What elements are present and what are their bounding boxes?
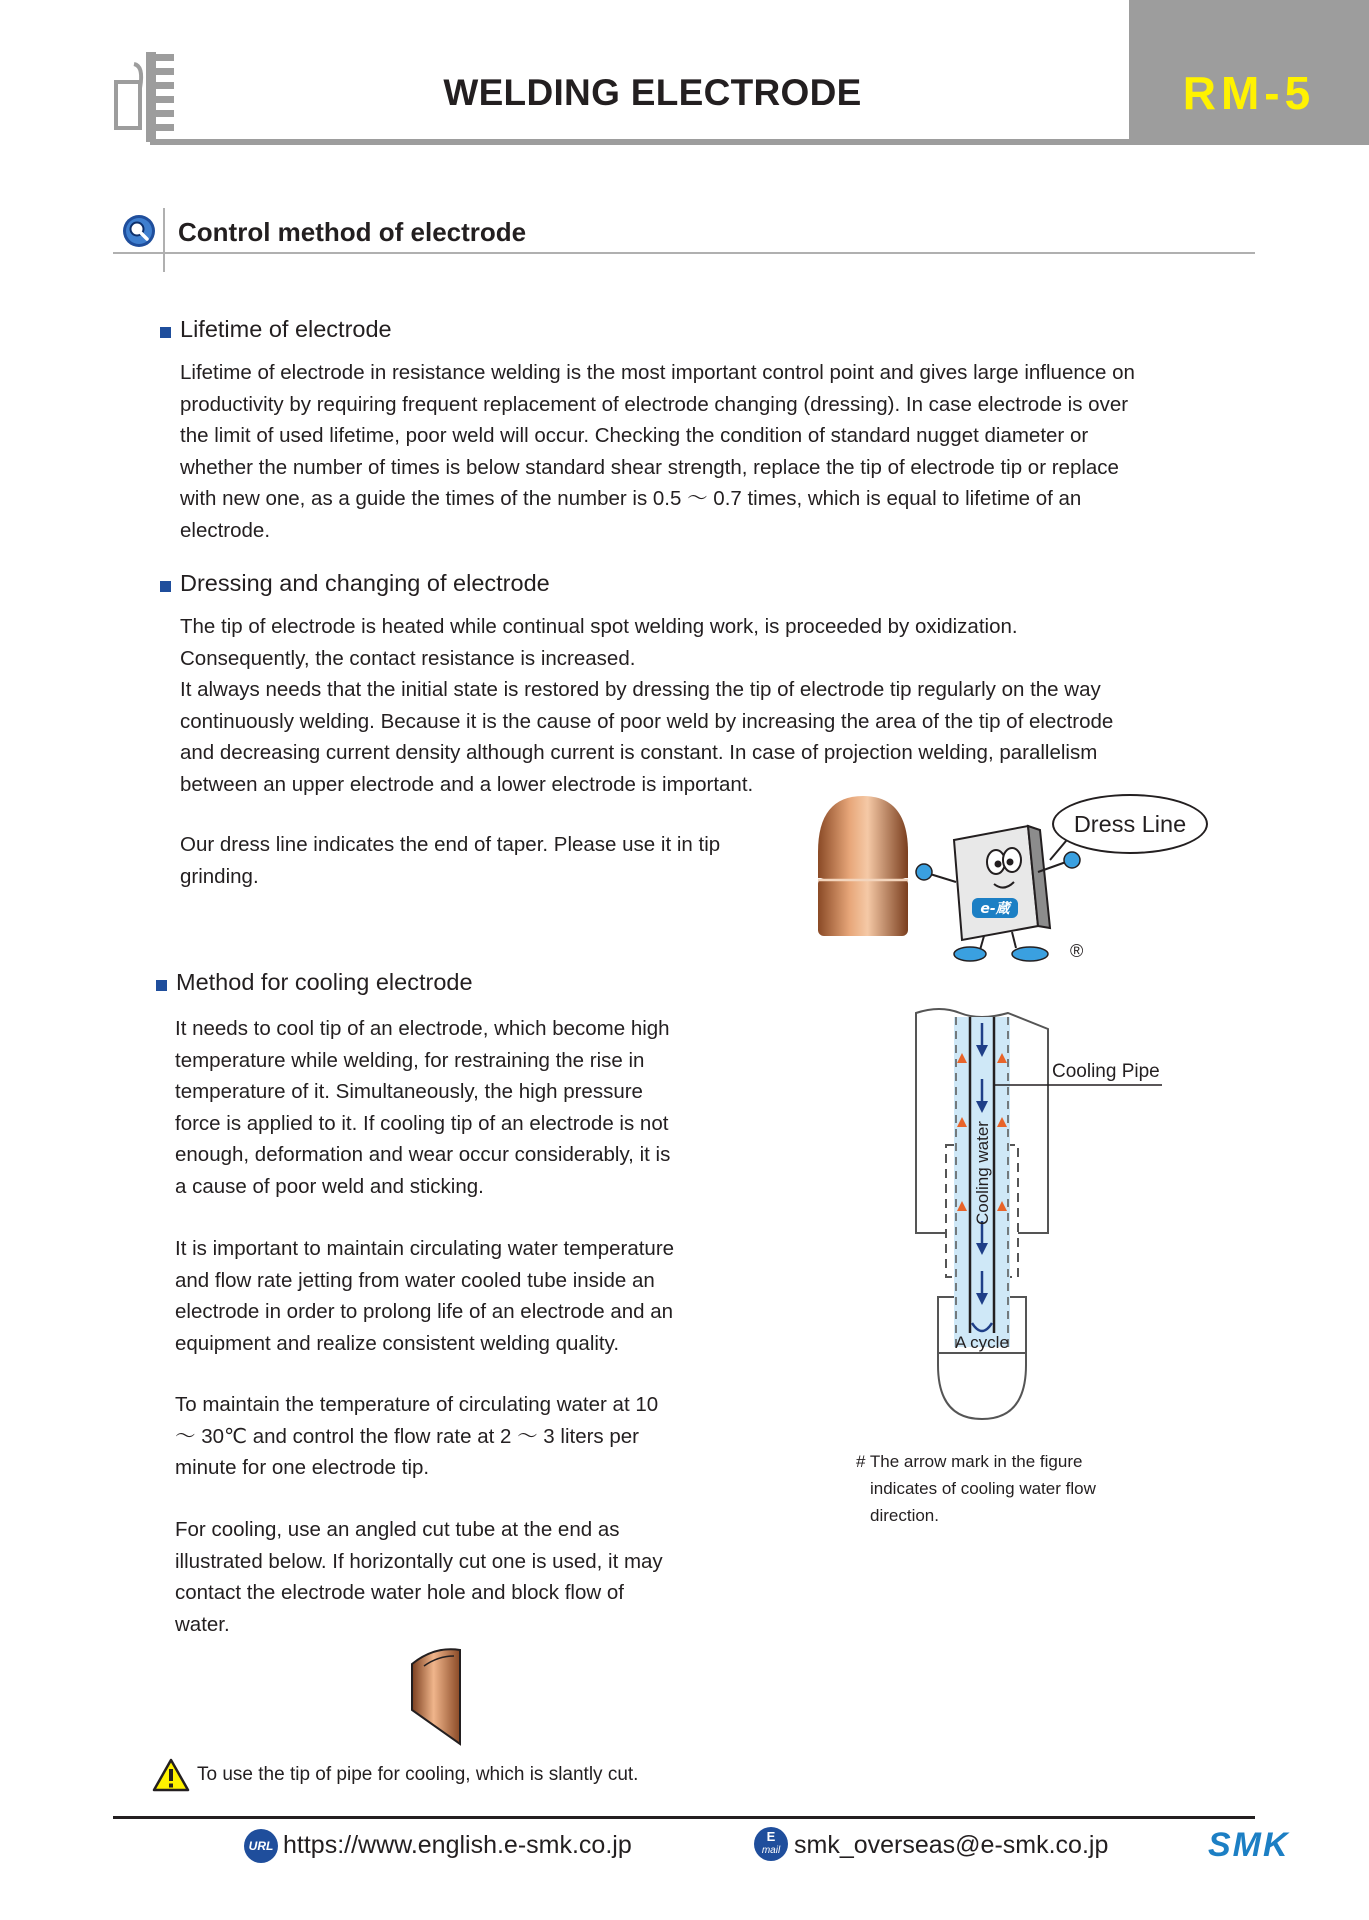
text-line: enough, deformation and wear occur considerably, it is: [175, 1143, 671, 1166]
text-line: For cooling, use an angled cut tube at the end as: [175, 1518, 620, 1541]
footer-rule: [113, 1816, 1255, 1819]
bullet-icon: [160, 581, 171, 592]
dress-line-note: [180, 829, 720, 892]
registered-mark: ®: [1070, 941, 1084, 961]
text-line: The tip of electrode is heated while continual spot welding work, is proceeded by oxidization.: [180, 615, 1018, 638]
warning-text: To use the tip of pipe for cooling, which is slantly cut.: [197, 1764, 639, 1785]
header-rule: [150, 139, 1130, 145]
electrode-cap-illustration: [812, 792, 914, 940]
note-line: # The arrow mark in the figure: [856, 1452, 1083, 1471]
warning-icon: [152, 1758, 190, 1792]
slant-cut-pipe-illustration: [404, 1646, 468, 1748]
text-line: To maintain the temperature of circulating water at 10: [175, 1393, 659, 1416]
cooling-heading: Method for cooling electrode: [176, 969, 473, 995]
text-line: electrode in order to prolong life of an electrode and an: [175, 1300, 674, 1323]
cooling-water-label: Cooling water: [973, 1121, 992, 1225]
email-icon-top: E: [766, 1829, 776, 1844]
text-line: force is applied to it. If cooling tip of an electrode is not: [175, 1111, 669, 1135]
text-line: with new one, as a guide the times of the number is 0.5 ～ 0.7 times, which is equal to lifetime of an: [180, 487, 1082, 510]
text-line: Our dress line indicates the end of taper. Please use it in tip: [180, 833, 721, 856]
dress-line-callout: Dress Line: [1052, 794, 1208, 854]
cycle-label: A cycle: [955, 1333, 1009, 1352]
text-line: productivity by requiring frequent replacement of electrode changing (dressing). In case electrode is over: [180, 392, 1129, 416]
bullet-icon: [160, 327, 171, 338]
magnifier-icon: [122, 214, 156, 248]
section-title: Control method of electrode: [178, 217, 527, 247]
text-line: Lifetime of electrode in resistance welding is the most important control point and gives large influence on: [180, 361, 1135, 384]
text-line: It is important to maintain circulating water temperature: [175, 1237, 675, 1260]
text-line: the limit of used lifetime, poor weld will occur. Checking the condition of standard nugget diameter or: [180, 424, 1089, 447]
section-divider: [163, 208, 165, 272]
cooling-paragraph-2: [175, 1233, 674, 1359]
email-icon-bottom: mail: [761, 1845, 781, 1856]
page-title: WELDING ELECTRODE: [443, 72, 862, 113]
lifetime-heading: Lifetime of electrode: [180, 316, 392, 342]
cooling-pipe-label: Cooling Pipe: [1052, 1061, 1160, 1082]
text-line: temperature of it. Simultaneously, the high pressure: [175, 1080, 643, 1103]
bullet-icon: [156, 980, 167, 991]
page-code: RM-5: [1182, 67, 1316, 119]
text-line: and flow rate jetting from water cooled tube inside an: [175, 1268, 655, 1292]
section-rule: [113, 252, 1255, 254]
text-line: electrode.: [180, 518, 271, 542]
text-line: grinding.: [180, 864, 259, 888]
diagram-note: [856, 1448, 1096, 1529]
website-link[interactable]: https://www.english.e-smk.co.jp: [283, 1831, 632, 1859]
mascot-logo-text: e-蔵: [980, 901, 1010, 917]
text-line: contact the electrode water hole and block flow of: [175, 1581, 624, 1604]
text-line: It always needs that the initial state is restored by dressing the tip of electrode tip regularly on the way: [180, 678, 1101, 701]
cooling-paragraph-1: [175, 1013, 670, 1202]
note-line: indicates of cooling water flow: [870, 1479, 1096, 1498]
text-line: illustrated below. If horizontally cut one is used, it may: [175, 1549, 663, 1573]
lifetime-paragraph: [180, 357, 1135, 546]
smk-logo: SMK: [1208, 1826, 1290, 1864]
text-line: and decreasing current density although current is constant. In case of projection welding, parallelism: [180, 741, 1098, 764]
email-icon: [754, 1827, 788, 1861]
text-line: temperature while welding, for restraining the rise in: [175, 1048, 645, 1072]
text-line: continuously welding. Because it is the cause of poor weld by increasing the area of the tip of electrode: [180, 709, 1114, 733]
text-line: Consequently, the contact resistance is increased.: [180, 646, 636, 670]
text-line: ～ 30℃ and control the flow rate at 2 ～ 3 liters per: [175, 1424, 639, 1448]
url-icon: [244, 1829, 278, 1863]
email-link[interactable]: smk_overseas@e-smk.co.jp: [794, 1831, 1109, 1859]
url-icon-text: URL: [248, 1839, 274, 1853]
text-line: a cause of poor weld and sticking.: [175, 1174, 484, 1198]
text-line: It needs to cool tip of an electrode, which become high: [175, 1017, 670, 1040]
text-line: minute for one electrode tip.: [175, 1456, 430, 1479]
text-line: whether the number of times is below standard shear strength, replace the tip of electrode tip or replace: [180, 455, 1119, 479]
dressing-heading: Dressing and changing of electrode: [180, 570, 550, 596]
cooling-paragraph-3: [175, 1389, 658, 1484]
text-line: between an upper electrode and a lower electrode is important.: [180, 772, 754, 796]
dressing-paragraph: [180, 611, 1113, 800]
text-line: equipment and realize consistent welding quality.: [175, 1331, 620, 1355]
cooling-diagram: [900, 1005, 1180, 1425]
cooling-paragraph-4: [175, 1514, 663, 1640]
text-line: water.: [175, 1612, 230, 1636]
note-line: direction.: [870, 1506, 939, 1525]
